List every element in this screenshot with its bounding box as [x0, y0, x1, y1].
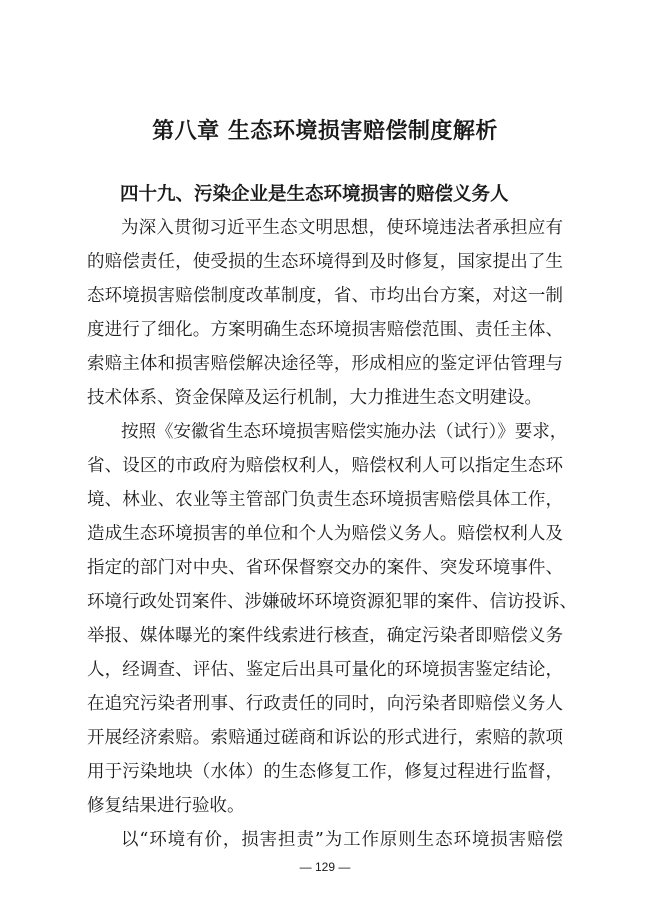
chapter-title: 第八章 生态环境损害赔偿制度解析 — [152, 118, 498, 144]
text-line: 以“环境有价，损害担责”为工作原则生态环境损害赔偿 — [121, 830, 563, 850]
text-line: 为深入贯彻习近平生态文明思想，使环境违法者承担应有 — [121, 218, 563, 238]
text-line: 度进行了细化。方案明确生态环境损害赔偿范围、责任主体、 — [87, 320, 563, 340]
text-line: 修复结果进行验收。 — [87, 796, 245, 816]
text-line: 环境行政处罚案件、涉嫌破坏环境资源犯罪的案件、信访投诉、 — [87, 592, 577, 612]
text-line: 态环境损害赔偿制度改革制度，省、市均出台方案，对这一制 — [87, 286, 563, 306]
text-line: 的赔偿责任，使受损的生态环境得到及时修复，国家提出了生 — [87, 252, 563, 272]
text-line: 技术体系、资金保障及运行机制，大力推进生态文明建设。 — [87, 388, 542, 408]
text-line: 省、设区的市政府为赔偿权利人，赔偿权利人可以指定生态环 — [87, 456, 563, 476]
text-line: 人，经调查、评估、鉴定后出具可量化的环境损害鉴定结论， — [87, 660, 563, 680]
text-line: 举报、媒体曝光的案件线索进行核查，确定污染者即赔偿义务 — [87, 626, 563, 646]
page-number: — 129 — — [299, 860, 351, 874]
text-line: 造成生态环境损害的单位和个人为赔偿义务人。赔偿权利人及 — [87, 524, 563, 544]
text-line: 开展经济索赔。索赔通过磋商和诉讼的形式进行，索赔的款项 — [87, 728, 563, 748]
text-line: 在追究污染者刑事、行政责任的同时，向污染者即赔偿义务人 — [87, 694, 563, 714]
text-line: 用于污染地块（水体）的生态修复工作，修复过程进行监督， — [87, 762, 563, 782]
text-line: 索赔主体和损害赔偿解决途径等，形成相应的鉴定评估管理与 — [87, 354, 563, 374]
text-line: 指定的部门对中央、省环保督察交办的案件、突发环境事件、 — [87, 558, 563, 578]
text-line: 按照《安徽省生态环境损害赔偿实施办法（试行）》要求， — [121, 422, 568, 442]
section-heading: 四十九、污染企业是生态环境损害的赔偿义务人 — [120, 184, 509, 205]
text-line: 境、林业、农业等主管部门负责生态环境损害赔偿具体工作， — [87, 490, 563, 510]
